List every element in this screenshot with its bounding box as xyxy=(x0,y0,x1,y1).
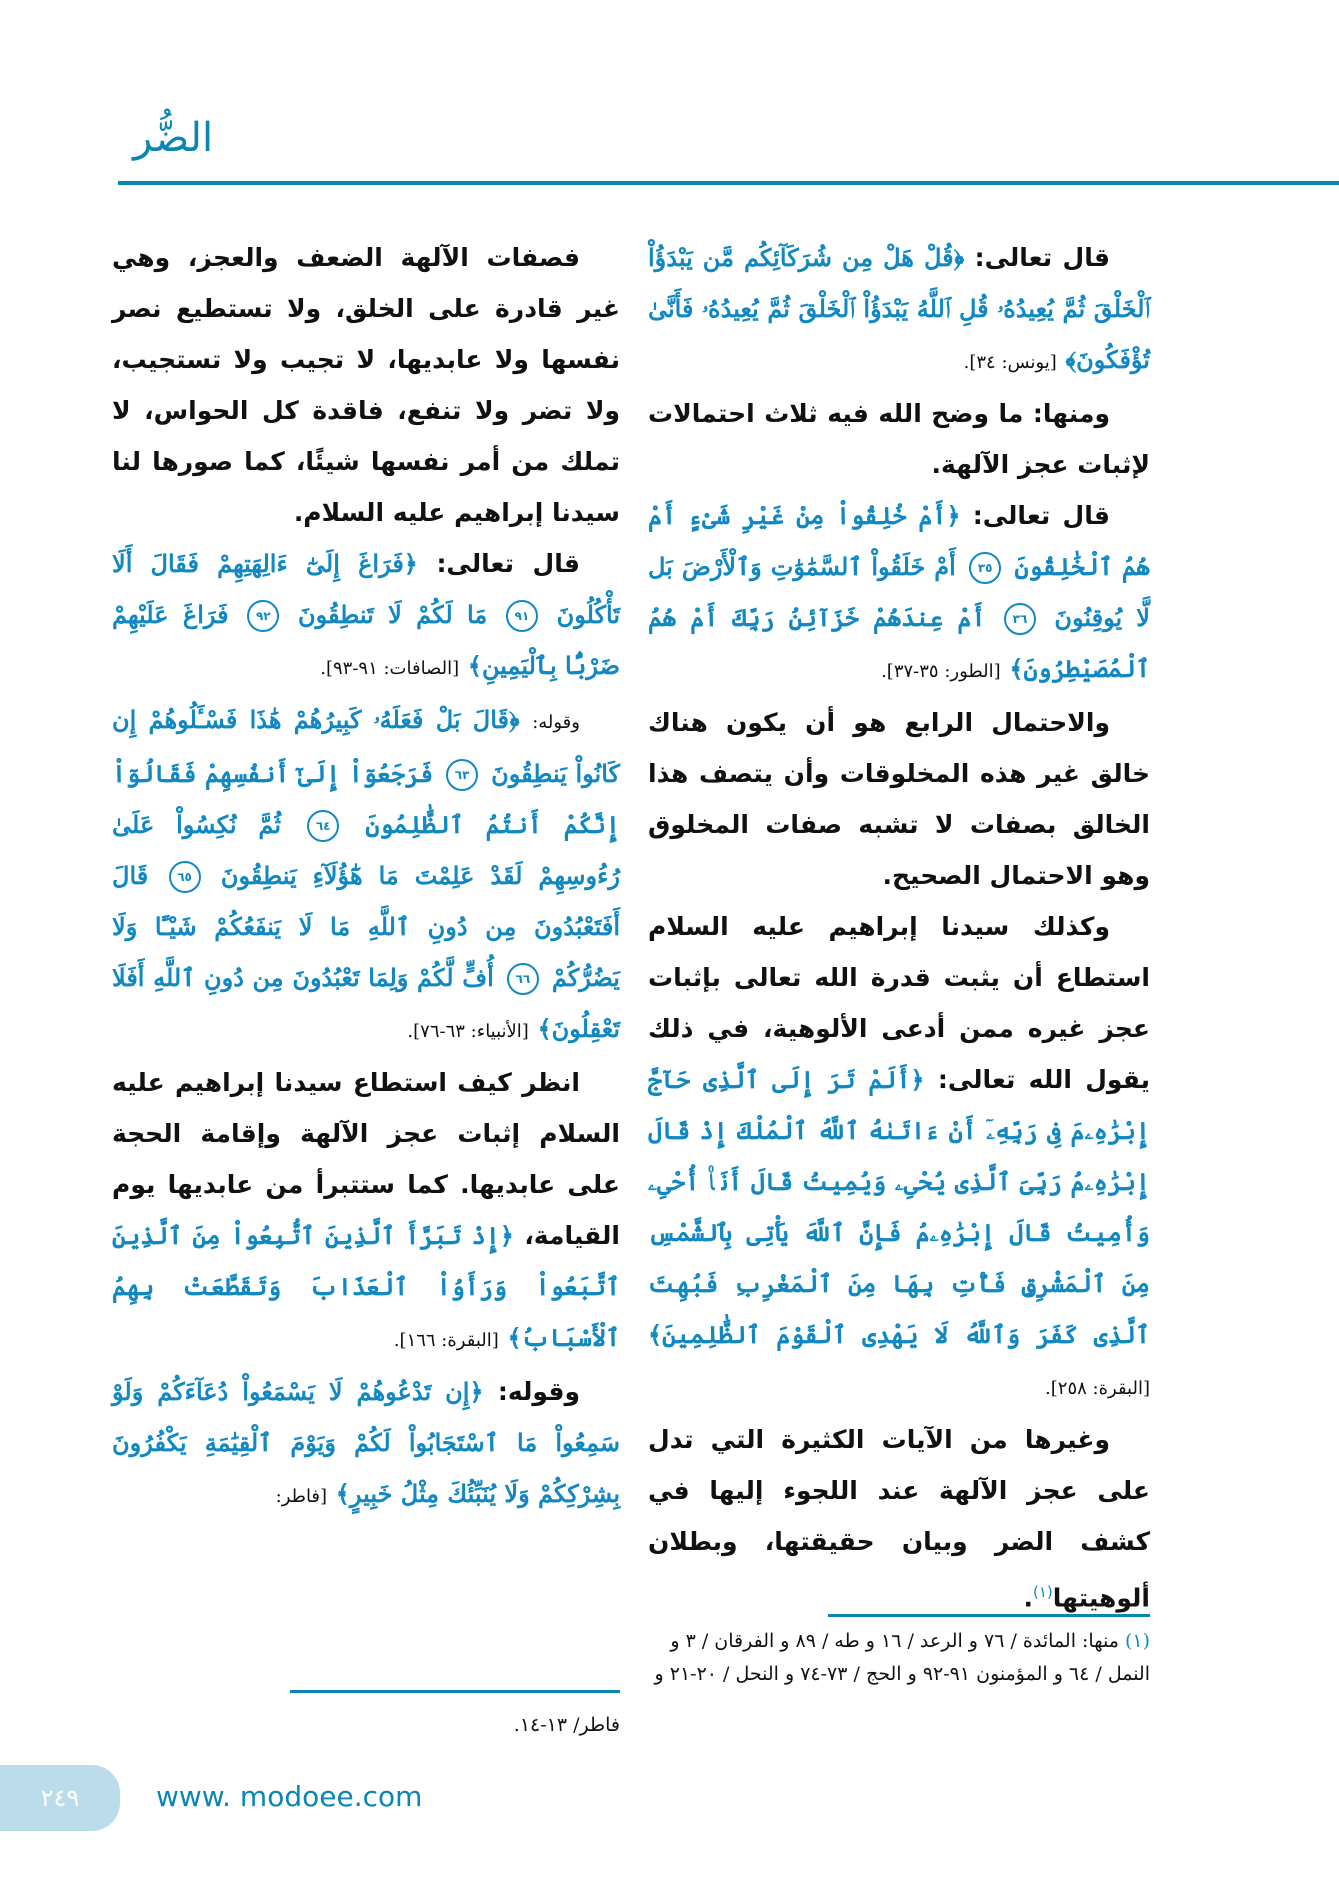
right-column xyxy=(648,232,1150,1623)
verse-number-icon: ٩٢ xyxy=(247,600,279,632)
footnote xyxy=(648,1625,1150,1691)
verse-reference: [فاطر: xyxy=(275,1486,328,1507)
quran-verse: ثُمَّ نُكِسُواْ عَلَىٰ رُءُوسِهِمْ لَقَدْ عَلِمْتَ مَا هَٰٓؤُلَآءِ يَنطِقُونَ xyxy=(112,810,620,890)
paragraph xyxy=(112,1057,620,1366)
verse-reference: [البقرة: ١٦٦]. xyxy=(393,1330,499,1351)
page-number: ٢٤٩ xyxy=(0,1765,120,1831)
verse-reference: [الأنبياء: ٦٣-٧٦]. xyxy=(407,1021,529,1042)
paragraph: فصفات الآلهة الضعف والعجز، وهي غير قادرة على الخلق، ولا تستطيع نصر نفسها ولا عابديها، لا تجيب ولا تستجيب، ولا تضر ولا تنفع، فاقدة كل الحواس، لا تملك من أمر نفسها شيئًا، كما صورها لنا سيدنا إبراهيم عليه السلام. xyxy=(112,243,620,527)
quran-verse: ﴿قُلْ هَلْ مِن شُرَكَآئِكُم مَّن يَبْدَؤُاْ ٱلْخَلْقَ ثُمَّ يُعِيدُهُۥ قُلِ ٱللَّهُ يَبْدَؤُاْ ٱلْخَلْقَ ثُمَّ يُعِيدُهُۥ فَأَنَّىٰ تُؤْفَكُونَ﴾ xyxy=(648,243,1150,374)
quran-verse: مَا لَكُمْ لَا تَنطِقُونَ xyxy=(298,600,488,629)
verse-intro: قال تعالى: xyxy=(974,243,1110,272)
quran-verse: أَمْ خَلَقُواْ ٱلسَّمَٰوَٰتِ وَٱلْأَرْضَ بَل لَّا يُوقِنُونَ xyxy=(648,552,1150,632)
footnote-number: (١) xyxy=(1124,1630,1150,1652)
footnote-continuation: فاطر/ ١٣-١٤. xyxy=(513,1714,620,1736)
quran-verse: أَمْ عِندَهُمْ خَزَآئِنُ رَبِّكَ أَمْ هُمُ ٱلْمُصَيْطِرُونَ﴾ xyxy=(648,603,1150,683)
verse-number-icon: ٣٥ xyxy=(969,552,1001,584)
footnote-divider xyxy=(290,1690,620,1693)
paragraph-end: . xyxy=(1023,1583,1033,1613)
paragraph-text: وكذلك سيدنا إبراهيم عليه السلام استطاع أن يثبت قدرة الله تعالى بإثبات عجز غيره ممن أدعى الألوهية، في ذلك يقول الله تعالى: xyxy=(648,912,1150,1094)
chapter-title: الضُّر xyxy=(133,115,214,161)
verse-reference: [البقرة: ٢٥٨]. xyxy=(1045,1378,1150,1399)
footnote-divider xyxy=(828,1614,1150,1617)
verse-intro: وقوله: xyxy=(532,712,580,733)
verse-intro: وقوله: xyxy=(497,1377,580,1406)
verse-number-icon: ٦٦ xyxy=(507,963,539,995)
quran-verse: ﴿فَرَاغَ إِلَىٰٓ ءَالِهَتِهِمْ فَقَالَ أَلَا تَأْكُلُونَ xyxy=(112,549,620,629)
paragraph xyxy=(648,490,1150,697)
website-link[interactable]: www. modoee.com xyxy=(156,1780,423,1813)
verse-intro: قال تعالى: xyxy=(972,501,1110,530)
left-column xyxy=(112,232,620,1522)
quran-verse: ﴿إِن تَدْعُوهُمْ لَا يَسْمَعُواْ دُعَآءَكُمْ وَلَوْ سَمِعُواْ مَا ٱسْتَجَابُواْ لَكُمْ وَيَوْمَ ٱلْقِيَٰمَةِ يَكْفُرُونَ بِشِرْكِكُمْ وَلَا يُنَبِّئُكَ مِثْلُ خَبِيرٍ﴾ xyxy=(112,1377,620,1508)
footnote-text: منها: المائدة / ٧٦ و الرعد / ١٦ و طه / ٨٩ و الفرقان / ٣ و النمل / ٦٤ و المؤمنون ٩١-٩٢ و الحج / ٧٣-٧٤ و النحل / ٢٠-٢١ و xyxy=(654,1630,1150,1685)
paragraph xyxy=(648,232,1150,388)
quran-verse: قَالَ أَفَتَعْبُدُونَ مِن دُونِ ٱللَّهِ مَا لَا يَنفَعُكُمْ شَيْـًٔا وَلَا يَضُرُّكُمْ xyxy=(112,861,620,992)
verse-number-icon: ٩١ xyxy=(506,600,538,632)
verse-number-icon: ٦٣ xyxy=(446,759,478,791)
quran-verse: فَرَاغَ عَلَيْهِمْ ضَرْبًۢا بِٱلْيَمِينِ﴾ xyxy=(112,600,620,680)
quran-verse: ﴿قَالَ بَلْ فَعَلَهُۥ كَبِيرُهُمْ هَٰذَا فَسْـَٔلُوهُمْ إِن كَانُواْ يَنطِقُونَ xyxy=(112,705,620,788)
verse-number-icon: ٦٤ xyxy=(307,810,339,842)
paragraph xyxy=(648,901,1150,1414)
paragraph xyxy=(112,538,620,694)
paragraph xyxy=(112,694,620,1057)
paragraph-text: انظر كيف استطاع سيدنا إبراهيم عليه السلام إثبات عجز الآلهة وإقامة الحجة على عابديها. كما ستتبرأ من عابديها يوم القيامة، xyxy=(112,1068,620,1250)
paragraph-text: وغيرها من الآيات الكثيرة التي تدل على عجز الآلهة عند اللجوء إليها في كشف الضر وبيان حقيقتها، وبطلان ألوهيتها xyxy=(648,1425,1150,1613)
quran-verse: فَرَجَعُوٓاْ إِلَىٰٓ أَنفُسِهِمْ فَقَالُوٓاْ إِنَّكُمْ أَنتُمُ ٱلظَّٰلِمُونَ xyxy=(112,759,620,839)
verse-number-icon: ٦٥ xyxy=(169,861,201,893)
quran-verse: ﴿أَلَمْ تَرَ إِلَى ٱلَّذِى حَآجَّ إِبْرَٰهِۦمَ فِى رَبِّهِۦٓ أَنْ ءَاتَىٰهُ ٱللَّهُ ٱلْمُلْكَ إِذْ قَالَ إِبْرَٰهِۦمُ رَبِّىَ ٱلَّذِى يُحْىِۦ وَيُمِيتُ قَالَ أَنَا۠ أُحْىِۦ وَأُمِيتُ قَالَ إِبْرَٰهِۦمُ فَإِنَّ ٱللَّهَ يَأْتِى بِٱلشَّمْسِ مِنَ ٱلْمَشْرِقِ فَأْتِ بِهَا مِنَ ٱلْمَغْرِبِ فَبُهِتَ ٱلَّذِى كَفَرَ وَٱللَّهُ لَا يَهْدِى ٱلْقَوْمَ ٱلظَّٰلِمِينَ﴾ xyxy=(648,1065,1150,1349)
header-divider xyxy=(118,181,1339,185)
quran-verse: ﴿أَمْ خُلِقُواْ مِنْ غَيْرِ شَىْءٍ أَمْ هُمُ ٱلْخَٰلِقُونَ xyxy=(648,501,1150,581)
quran-verse: ﴿إِذْ تَبَرَّأَ ٱلَّذِينَ ٱتُّبِعُواْ مِنَ ٱلَّذِينَ ٱتَّبَعُواْ وَرَأَوُاْ ٱلْعَذَابَ وَتَقَطَّعَتْ بِهِمُ ٱلْأَسْبَابُ﴾ xyxy=(112,1221,620,1352)
paragraph: ومنها: ما وضح الله فيه ثلاث احتمالات لإثبات عجز الآلهة. xyxy=(648,399,1150,479)
paragraph xyxy=(648,1414,1150,1623)
quran-verse: أُفٍّ لَّكُمْ وَلِمَا تَعْبُدُونَ مِن دُونِ ٱللَّهِ أَفَلَا تَعْقِلُونَ﴾ xyxy=(112,963,620,1043)
verse-reference: [الطور: ٣٥-٣٧]. xyxy=(881,661,1001,682)
paragraph xyxy=(112,1366,620,1522)
paragraph: والاحتمال الرابع هو أن يكون هناك خالق غير هذه المخلوقات وأن يتصف هذا الخالق بصفات لا تشبه صفات المخلوق وهو الاحتمال الصحيح. xyxy=(648,708,1150,890)
verse-reference: [يونس: ٣٤]. xyxy=(963,352,1057,373)
footnote-marker[interactable]: (١) xyxy=(1032,1583,1053,1601)
verse-number-icon: ٣٦ xyxy=(1004,603,1036,635)
verse-reference: [الصافات: ٩١-٩٣]. xyxy=(320,658,460,679)
verse-intro: قال تعالى: xyxy=(436,549,580,578)
